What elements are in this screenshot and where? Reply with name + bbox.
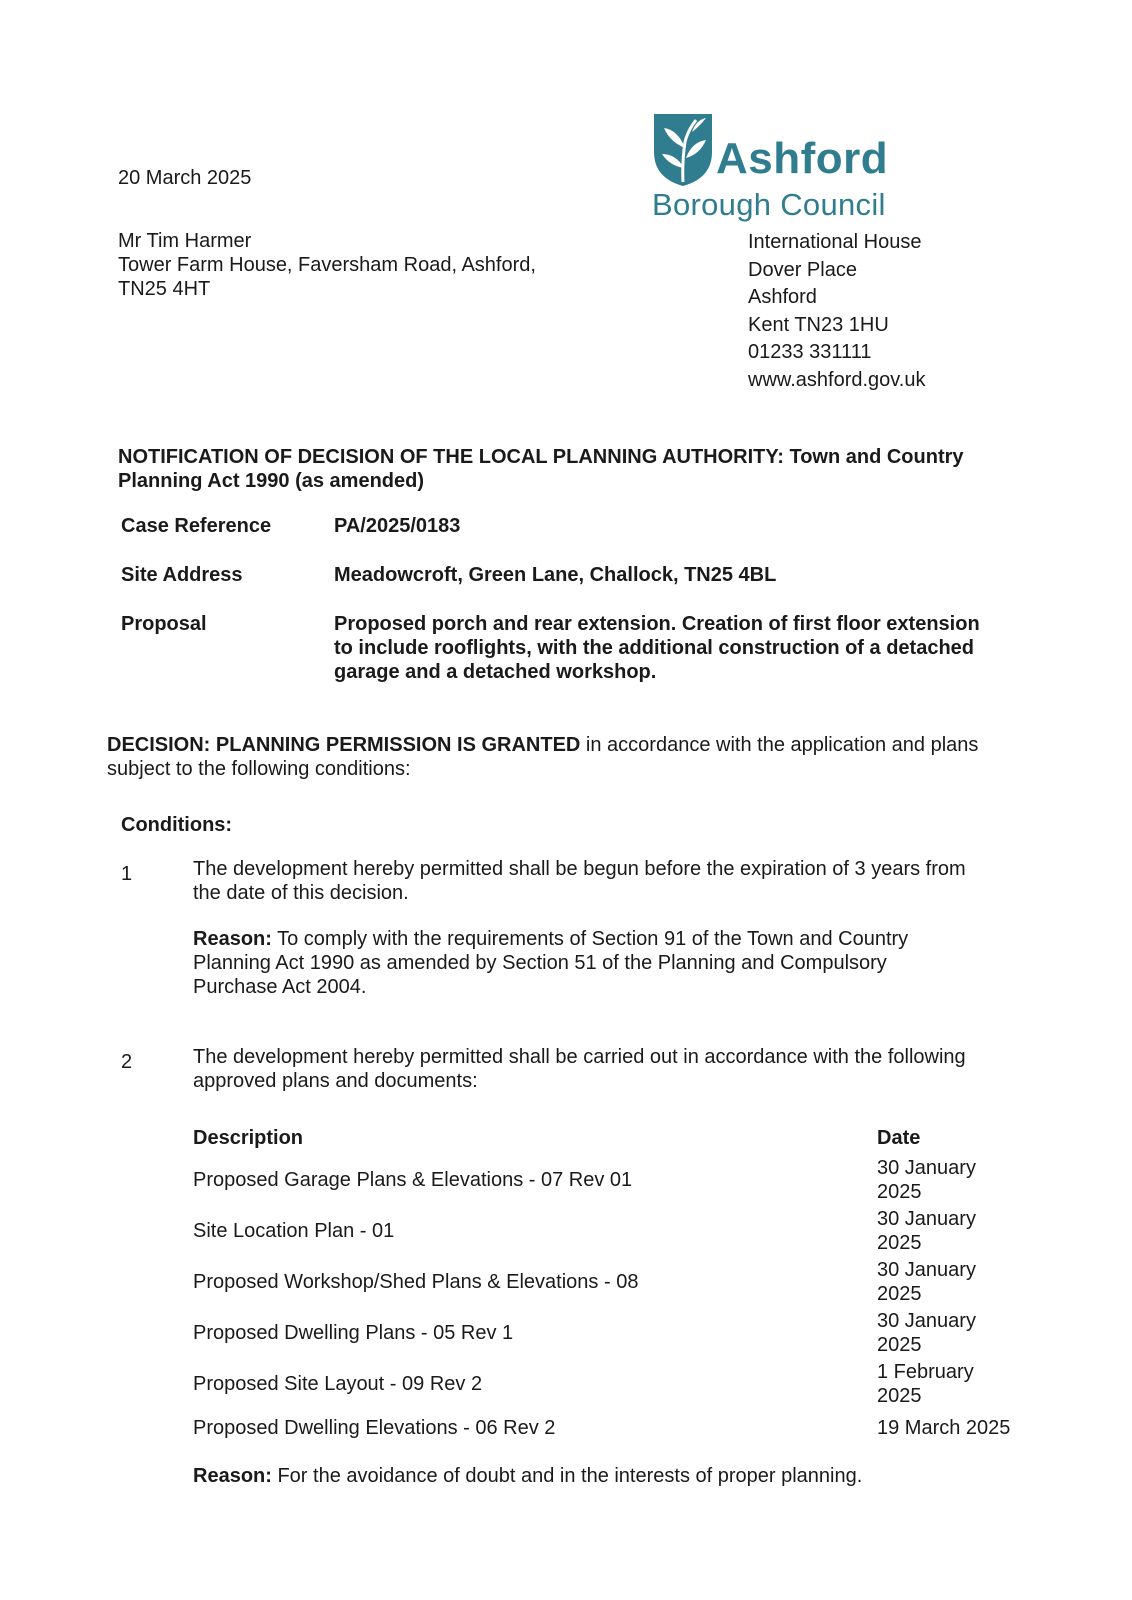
condition-2-text [193, 1045, 1033, 1093]
column-header-date: Date [877, 1127, 921, 1149]
council-address-line: Ashford [748, 286, 817, 308]
recipient-name: Mr Tim Harmer [118, 230, 252, 252]
council-address [748, 229, 926, 394]
decision-text-line2: subject to the following conditions: [107, 758, 411, 780]
plan-date-line: 2025 [877, 1282, 922, 1305]
table-header-row [193, 1126, 1037, 1154]
plan-date [877, 1307, 1037, 1358]
plan-date-line: 1 February [877, 1360, 974, 1383]
plan-date-line: 2025 [877, 1333, 922, 1356]
column-header-description: Description [193, 1127, 304, 1149]
plan-date [877, 1154, 1037, 1205]
plan-description: Proposed Garage Plans & Elevations - 07 Rev 01 [193, 1168, 633, 1191]
leaf-shield-icon [652, 112, 714, 188]
council-website: www.ashford.gov.uk [748, 368, 926, 391]
condition-2-reason [193, 1464, 862, 1488]
table-row [193, 1358, 1037, 1409]
plan-description: Proposed Site Layout - 09 Rev 2 [193, 1372, 483, 1395]
reason-label: Reason: [193, 1465, 272, 1487]
proposal-line: Proposed porch and rear extension. Creation of first floor extension [334, 613, 980, 635]
decision-statement [107, 733, 1037, 781]
logo-word-ashford: Ashford [716, 134, 889, 183]
reason-text-line: Planning Act 1990 as amended by Section 51 of the Planning and Compulsory [193, 952, 887, 974]
plan-date [877, 1409, 1037, 1447]
condition-number: 2 [121, 1051, 133, 1073]
plan-date-line: 2025 [877, 1180, 922, 1203]
plan-description: Proposed Workshop/Shed Plans & Elevations - 08 [193, 1270, 639, 1293]
plan-date [877, 1205, 1037, 1256]
table-row [193, 1256, 1037, 1307]
condition-1-text [193, 857, 1033, 905]
plan-date [877, 1256, 1037, 1307]
plan-date [877, 1358, 1037, 1409]
recipient-address-line1: Tower Farm House, Faversham Road, Ashford, [118, 254, 536, 276]
decision-text: in accordance with the application and plans [580, 734, 979, 756]
council-phone: 01233 331111 [748, 341, 872, 363]
council-address-line: International House [748, 231, 922, 253]
condition-text-line: The development hereby permitted shall be carried out in accordance with the following [193, 1046, 966, 1068]
decision-granted: DECISION: PLANNING PERMISSION IS GRANTED [107, 734, 581, 756]
proposal-label: Proposal [121, 613, 207, 635]
reason-text-line: To comply with the requirements of Section 91 of the Town and Country [271, 928, 909, 950]
condition-1-reason [193, 927, 1033, 999]
plan-date-line: 2025 [877, 1231, 922, 1254]
table-row [193, 1205, 1037, 1256]
plan-description: Proposed Dwelling Elevations - 06 Rev 2 [193, 1417, 556, 1439]
condition-number: 1 [121, 863, 133, 885]
table-row [193, 1154, 1037, 1205]
case-reference-value: PA/2025/0183 [334, 515, 461, 537]
plan-description: Site Location Plan - 01 [193, 1219, 395, 1242]
site-address-value: Meadowcroft, Green Lane, Challock, TN25 4BL [334, 564, 777, 586]
notice-heading-line1: NOTIFICATION OF DECISION OF THE LOCAL PLANNING AUTHORITY: Town and Country [118, 446, 964, 468]
recipient-address-line2: TN25 4HT [118, 278, 211, 300]
plan-date-line: 30 January [877, 1309, 976, 1332]
plan-date-line: 30 January [877, 1207, 976, 1230]
letter-date: 20 March 2025 [118, 167, 252, 189]
plan-date-line: 30 January [877, 1156, 976, 1179]
site-address-label: Site Address [121, 564, 243, 586]
condition-text-line: approved plans and documents: [193, 1070, 478, 1092]
proposal-line: garage and a detached workshop. [334, 661, 657, 683]
plan-description: Proposed Dwelling Plans - 05 Rev 1 [193, 1321, 514, 1344]
plan-date-line: 2025 [877, 1384, 922, 1407]
notice-heading [118, 445, 1018, 493]
plan-date-line: 30 January [877, 1258, 976, 1281]
approved-plans-table [193, 1126, 1037, 1447]
reason-text: For the avoidance of doubt and in the interests of proper planning. [271, 1465, 863, 1487]
condition-text-line: the date of this decision. [193, 882, 409, 904]
conditions-title: Conditions: [121, 814, 233, 836]
council-address-line: Dover Place [748, 258, 857, 281]
recipient-block [118, 229, 536, 301]
plan-date-line: 19 March 2025 [877, 1417, 1011, 1439]
notice-heading-line2: Planning Act 1990 (as amended) [118, 470, 425, 492]
proposal-value [334, 612, 1034, 684]
reason-label: Reason: [193, 928, 272, 950]
case-reference-label: Case Reference [121, 515, 272, 537]
proposal-line: to include rooflights, with the additional construction of a detached [334, 637, 975, 659]
council-address-line: Kent TN23 1HU [748, 313, 889, 336]
table-row [193, 1409, 1037, 1447]
reason-text-line: Purchase Act 2004. [193, 976, 367, 998]
logo-word-borough-council: Borough Council [652, 187, 886, 222]
council-logo [652, 112, 892, 224]
table-row [193, 1307, 1037, 1358]
condition-text-line: The development hereby permitted shall be begun before the expiration of 3 years from [193, 858, 966, 880]
